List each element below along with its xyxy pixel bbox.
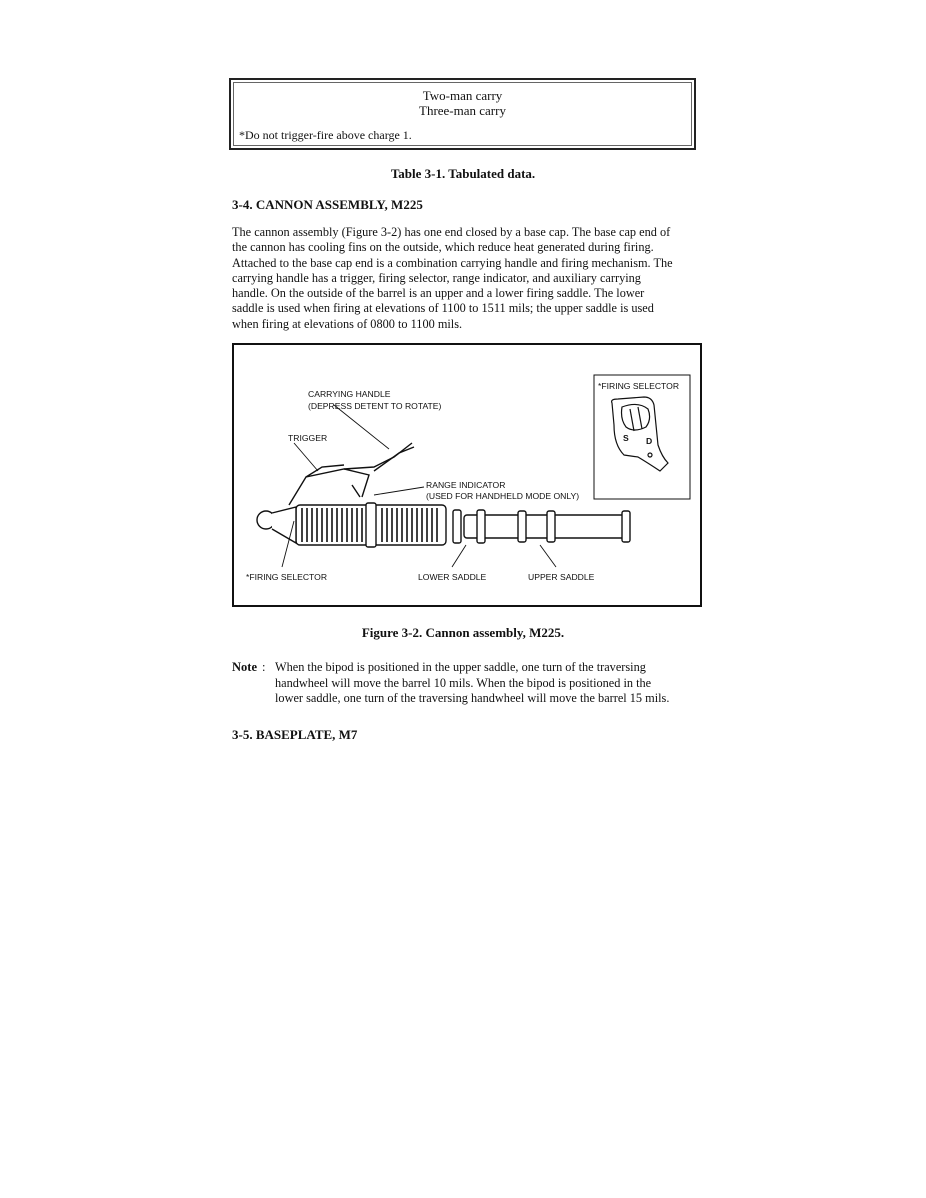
paragraph-line: The cannon assembly (Figure 3-2) has one end closed by a base cap. The base cap end of <box>232 225 671 239</box>
cannon-illustration <box>234 345 700 605</box>
carrying-handle-frame <box>289 469 369 505</box>
leader-lower-saddle <box>452 545 466 567</box>
tabulated-data-table <box>229 78 696 150</box>
paragraph-line: the cannon has cooling fins on the outside, which reduce heat generated during firing. <box>232 240 654 255</box>
note-text <box>275 660 705 707</box>
section-heading-cannon: 3-4. CANNON ASSEMBLY, M225 <box>232 197 423 212</box>
label-upper-saddle: UPPER SADDLE <box>528 572 595 582</box>
leader-range-indicator <box>374 487 424 495</box>
note-label: Note <box>232 660 257 674</box>
paragraph-line: saddle is used when firing at elevations of 1100 to 1511 mils; the upper saddle is used <box>232 301 654 316</box>
label-carrying-handle-note: (DEPRESS DETENT TO ROTATE) <box>308 401 442 411</box>
leader-carrying-handle <box>334 405 389 449</box>
figure-caption: Figure 3-2. Cannon assembly, M225. <box>361 625 565 640</box>
note-line: handwheel will move the barrel 10 mils. When the bipod is positioned in the <box>275 675 652 690</box>
lower-saddle-ring <box>477 510 485 543</box>
muzzle-ring <box>622 511 630 542</box>
upper-saddle-ring <box>547 511 555 542</box>
cannon-paragraph <box>232 225 700 332</box>
note-line: When the bipod is positioned in the upper saddle, one turn of the traversing <box>275 660 646 674</box>
label-range-indicator: RANGE INDICATOR <box>426 480 506 490</box>
inset-drop-mark: D <box>646 436 653 446</box>
label-lower-saddle: LOWER SADDLE <box>418 572 487 582</box>
paragraph-line: carrying handle has a trigger, firing selector, range indicator, and auxiliary carrying <box>232 270 641 285</box>
paragraph-line: Attached to the base cap end is a combination carrying handle and firing mechanism. The <box>232 255 673 270</box>
inset-title: *FIRING SELECTOR <box>598 381 680 391</box>
label-carrying-handle: CARRYING HANDLE <box>308 389 391 399</box>
paragraph-line: handle. On the outside of the barrel is an upper and a lower firing saddle. The lower <box>232 286 645 301</box>
label-trigger: TRIGGER <box>288 433 328 443</box>
lower-saddle-ring <box>453 510 461 543</box>
upper-saddle-ring <box>518 511 526 542</box>
table-row: Two-man carry <box>422 88 503 103</box>
section-heading-baseplate: 3-5. BASEPLATE, M7 <box>232 727 358 742</box>
table-caption: Table 3-1. Tabulated data. <box>390 166 536 181</box>
table-footnote: *Do not trigger-fire above charge 1. <box>239 128 412 142</box>
table-row: Three-man carry <box>419 103 506 118</box>
label-range-indicator-note: (USED FOR HANDHELD MODE ONLY) <box>426 491 580 501</box>
cannon-assembly-figure <box>232 343 702 607</box>
carrying-handle <box>344 443 412 469</box>
leader-upper-saddle <box>540 545 556 567</box>
label-firing-selector: *FIRING SELECTOR <box>246 572 328 582</box>
note-line: lower saddle, one turn of the traversing handwheel will move the barrel 15 mils. <box>275 691 670 705</box>
inset-safe-mark: S <box>623 433 629 443</box>
grip-collar <box>366 503 376 547</box>
firing-selector-inset <box>594 375 690 499</box>
note-colon: : <box>262 660 266 674</box>
leader-trigger <box>294 443 318 471</box>
paragraph-line: when firing at elevations of 0800 to 1100 mils. <box>232 316 463 331</box>
